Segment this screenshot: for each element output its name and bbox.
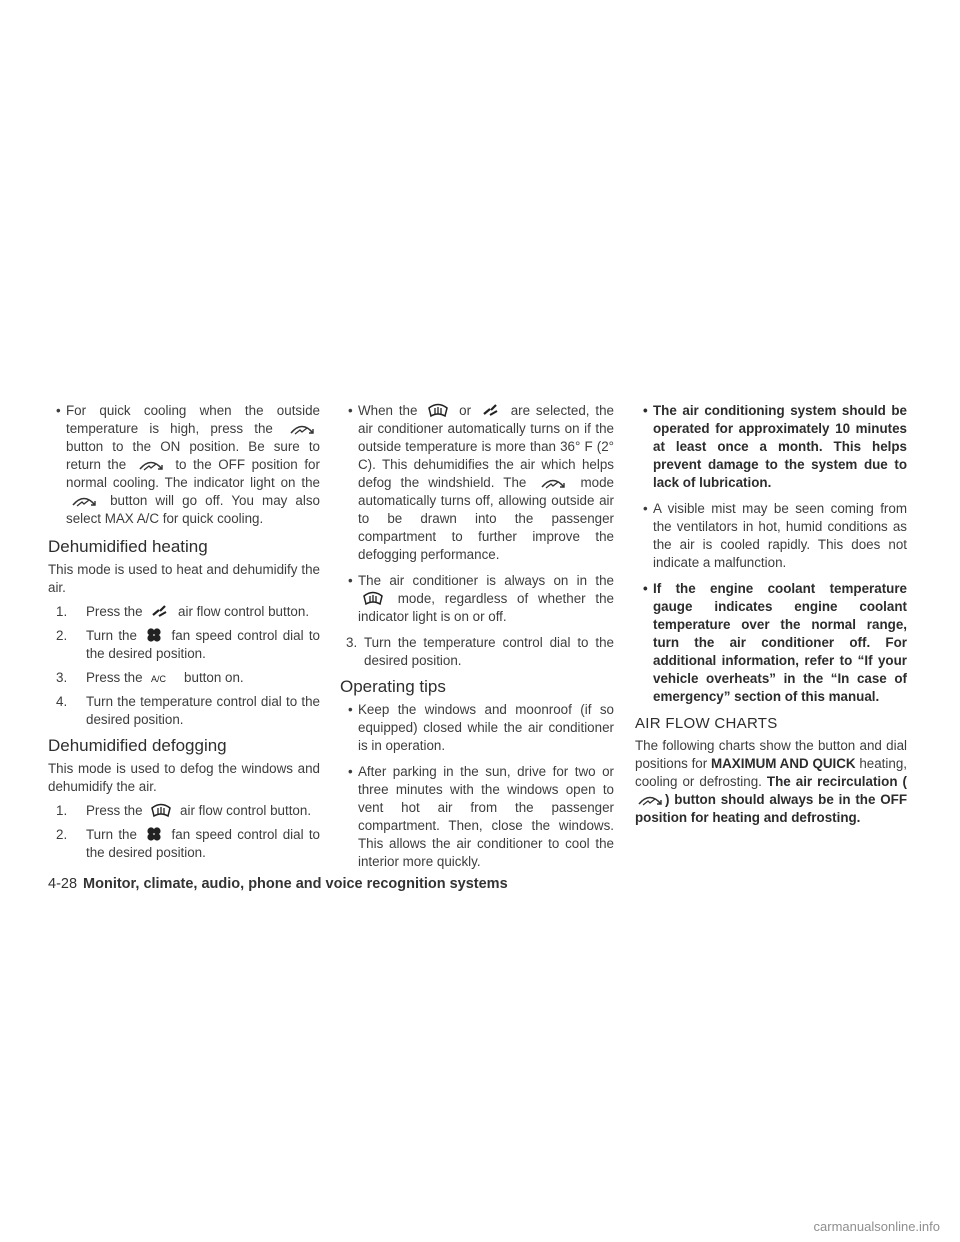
column-1 [48, 402, 320, 868]
text: MAXIMUM AND QUICK [710, 756, 856, 771]
step-number: 2. [56, 827, 68, 842]
quick-cooling-bullet [48, 402, 320, 528]
text: The air recirculation ( [766, 774, 907, 789]
text: button on. [184, 670, 244, 685]
text: fan speed control dial to the desired position. [86, 827, 320, 860]
text: are selected, the air conditioner automatically turns on if the outside temperature is more than 36° F (2° C). This dehumidifies the air which helps defog the windshield. The [358, 403, 614, 490]
text: air flow control button. [180, 803, 312, 818]
defogging-step-3 [340, 634, 614, 670]
page-footer [48, 876, 508, 892]
text: The following charts show the button and dial positions for [635, 738, 907, 771]
text: Turn the temperature control dial to the desired position. [364, 635, 614, 668]
text: button will go off. You may also select MAX A/C for quick cooling. [66, 493, 320, 526]
mist-bullet: • A visible mist may be seen coming from the ventilators in hot, humid conditions as the air is cooled rapidly. This does not indicate a malfunction. [635, 500, 907, 572]
defogging-step-1 [48, 802, 320, 820]
charts-intro [635, 737, 907, 827]
watermark: carmanualsonline.info [813, 1219, 940, 1234]
step-number: 3. [346, 635, 358, 650]
text: Press the [86, 670, 143, 685]
recirculation-icon [288, 422, 316, 436]
step-number: 1. [56, 604, 68, 619]
text: fan speed control dial to the desired position. [86, 628, 320, 661]
fan-icon [146, 826, 162, 842]
recirculation-icon [539, 476, 567, 490]
defogging-step-2 [48, 826, 320, 862]
text: air flow control button. [178, 604, 310, 619]
fan-icon [146, 627, 162, 643]
floor-defrost-icon [481, 402, 501, 418]
heading-dehumidified-defogging: Dehumidified defogging [48, 736, 227, 755]
auto-ac-bullet [340, 402, 614, 564]
defrost-icon [427, 402, 449, 418]
text: heating, cooling or defrosting. [635, 756, 907, 789]
step-number: 3. [56, 670, 68, 685]
step-number: 2. [56, 628, 68, 643]
text: ) button should always be in the OFF position for heating and defrosting. [635, 792, 907, 825]
text: For quick cooling when the outside temperature is high, press the [66, 403, 320, 436]
text: The air conditioner is always on in the [358, 573, 614, 588]
warning-bullet-coolant: • If the engine coolant temperature gauge indicates engine coolant temperature over the normal range, turn the air conditioner off. For additional information, refer to “If your vehicle overheats” in the “In case of emergency” section of this manual. [635, 580, 907, 706]
defrost-icon [362, 590, 384, 606]
text: Turn the temperature control dial to the desired position. [86, 694, 320, 727]
text: Press the [86, 803, 143, 818]
ac-icon [150, 673, 176, 685]
text: button to the ON position. Be sure to return the [66, 439, 320, 472]
tip-item: • After parking in the sun, drive for two or three minutes with the windows open to vent hot air from the passenger compartment. Then, close the windows. This allows the air conditioner to cool the interior more quickly. [340, 763, 614, 871]
heating-step-1 [48, 603, 320, 621]
text: to the OFF position for normal cooling. The indicator light on the [66, 457, 320, 490]
heating-step-3 [48, 669, 320, 687]
heating-intro: This mode is used to heat and dehumidify the air. [48, 562, 320, 595]
heading-air-flow-charts: AIR FLOW CHARTS [635, 715, 778, 732]
column-2 [340, 402, 614, 879]
heating-step-2 [48, 627, 320, 663]
ac-always-on-bullet [340, 572, 614, 626]
step-number: 4. [56, 694, 68, 709]
text: When the [358, 403, 418, 418]
defrost-icon [150, 802, 172, 818]
svg-text:A/C: A/C [151, 674, 167, 684]
heading-operating-tips: Operating tips [340, 677, 446, 696]
text: Turn the [86, 628, 137, 643]
text: mode, regardless of whether the indicator light is on or off. [358, 591, 614, 624]
heading-dehumidified-heating: Dehumidified heating [48, 537, 208, 556]
text: or [459, 403, 472, 418]
page-number: 4-28 [48, 876, 78, 892]
text: Press the [86, 604, 143, 619]
warning-bullet-lubrication: • The air conditioning system should be operated for approximately 10 minutes at least once a month. This helps prevent damage to the system due to lack of lubrication. [635, 402, 907, 492]
step-number: 1. [56, 803, 68, 818]
chapter-title: Monitor, climate, audio, phone and voice recognition systems [83, 876, 508, 892]
recirculation-icon [70, 494, 98, 508]
recirculation-icon [636, 793, 664, 807]
defogging-intro: This mode is used to defog the windows and dehumidify the air. [48, 761, 320, 794]
text: Turn the [86, 827, 137, 842]
heating-step-4 [48, 693, 320, 729]
text: mode automatically turns off, allowing outside air to be drawn into the passenger compartment to further improve the defogging performance. [358, 475, 614, 562]
column-3 [635, 402, 907, 827]
tip-item: • Keep the windows and moonroof (if so equipped) closed while the air conditioner is in operation. [340, 701, 614, 755]
floor-defrost-icon [150, 603, 170, 619]
recirculation-icon [137, 458, 165, 472]
